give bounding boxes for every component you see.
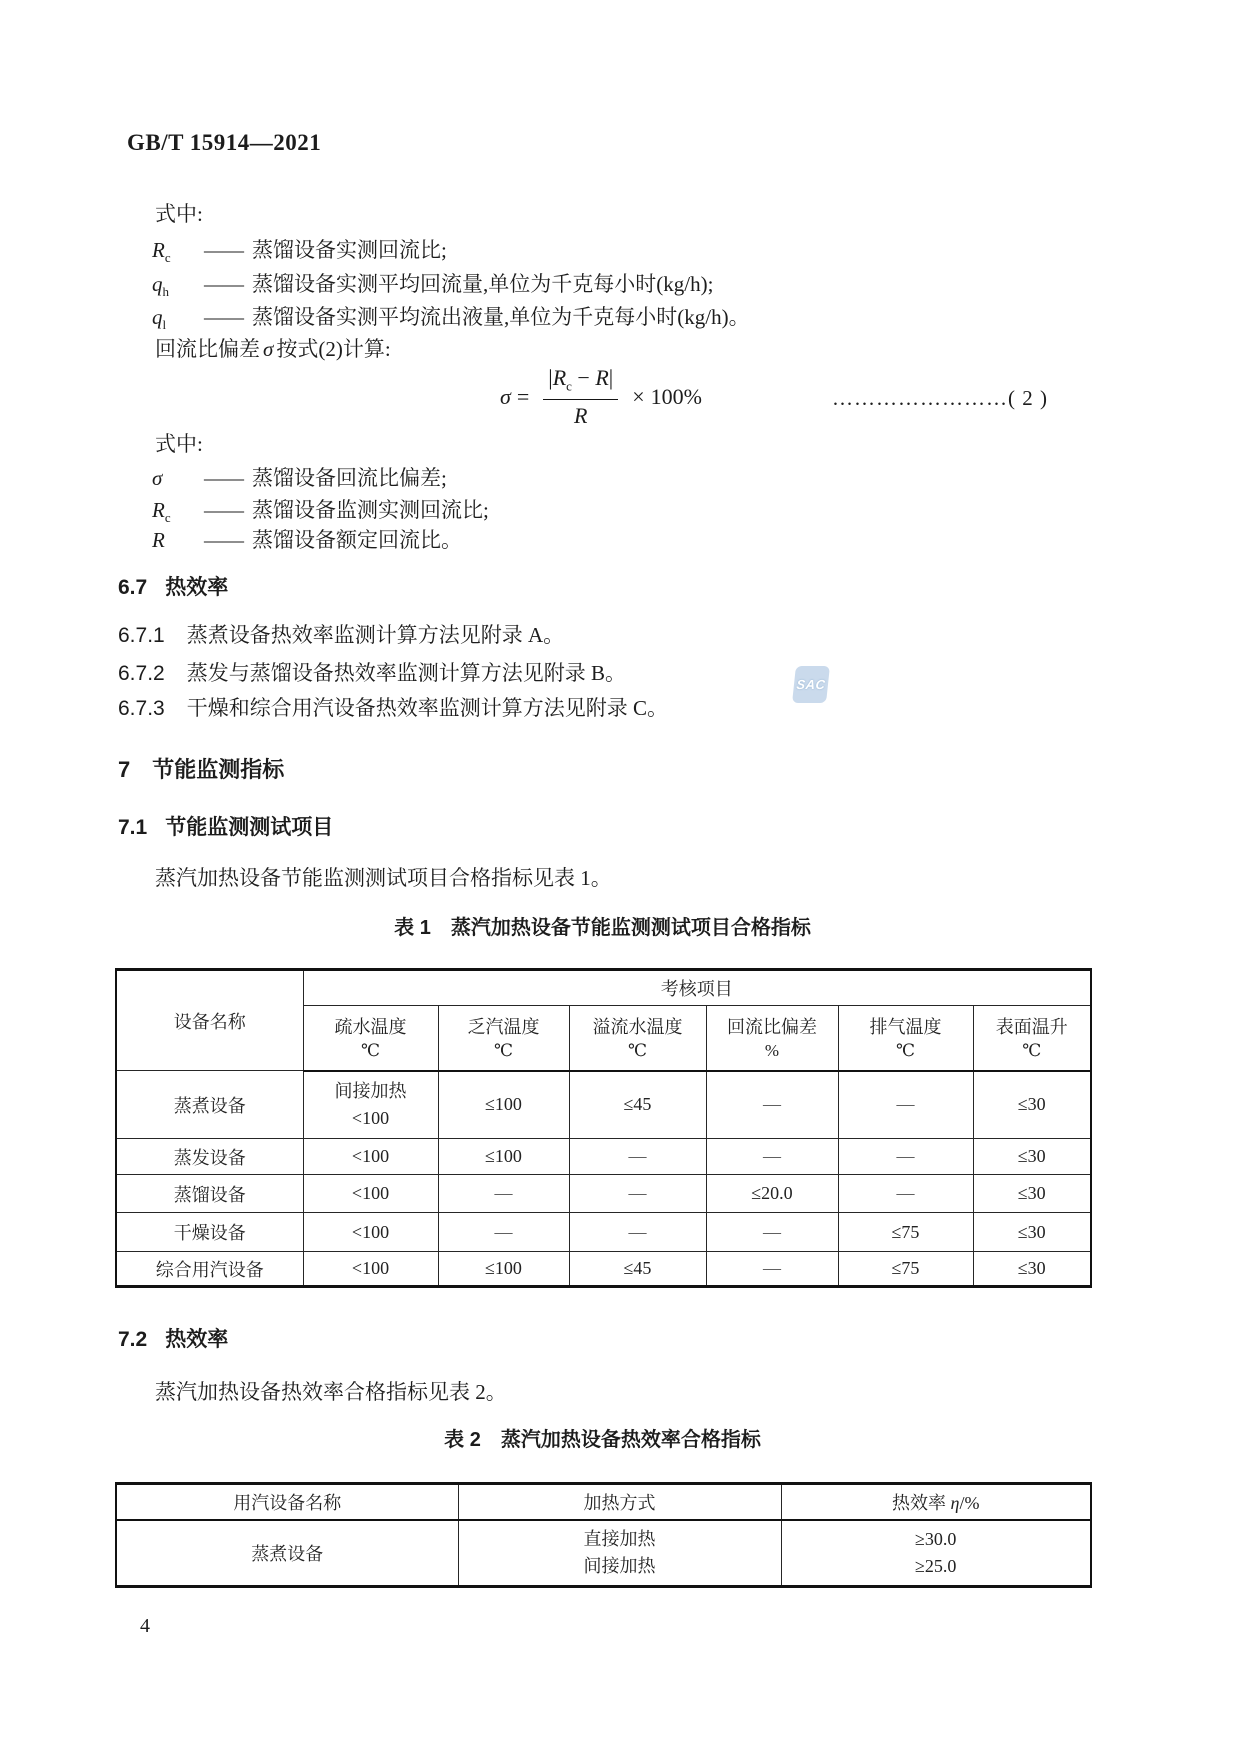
fraction — [543, 365, 618, 428]
table-cell: <100 — [303, 1252, 438, 1287]
dash: —— — [204, 272, 242, 296]
table-cell: ≤30 — [973, 1139, 1091, 1175]
denominator: R — [543, 399, 618, 429]
table-cell: — — [438, 1175, 569, 1213]
definition-text: 蒸馏设备回流比偏差; — [252, 466, 447, 490]
dash: —— — [204, 238, 242, 262]
definition-text: 蒸馏设备实测回流比; — [252, 238, 447, 262]
dash: —— — [204, 528, 242, 552]
table1 — [115, 968, 1092, 1288]
where-label-2: 式中: — [155, 432, 203, 456]
definition-text: 蒸馏设备实测平均流出液量,单位为千克每小时(kg/h)。 — [252, 305, 750, 329]
dash: —— — [204, 305, 242, 329]
paragraph-7-2: 蒸汽加热设备热效率合格指标见表 2。 — [155, 1380, 507, 1404]
table-cell: — — [569, 1213, 706, 1252]
table-cell: — — [569, 1175, 706, 1213]
where-label-1: 式中: — [155, 202, 203, 226]
section-heading-7-1: 7.1 节能监测测试项目 — [118, 816, 334, 839]
dot-leaders: …………………… — [832, 386, 1008, 410]
column-header: 回流比偏差 % — [706, 1006, 838, 1071]
table-row — [116, 1252, 1091, 1287]
definition-text: 蒸馏设备额定回流比。 — [252, 528, 462, 552]
table-cell: ≤100 — [438, 1252, 569, 1287]
table-cell: — — [706, 1213, 838, 1252]
symbol: $q_l$ — [152, 305, 167, 333]
symbol: $R_c$ — [152, 238, 171, 266]
table-cell: ≤100 — [438, 1139, 569, 1175]
table-cell: — — [706, 1139, 838, 1175]
table-cell: ≤20.0 — [706, 1175, 838, 1213]
table-cell: ≤30 — [973, 1175, 1091, 1213]
symbol: $R_c$ — [152, 498, 171, 526]
sigma-symbol: σ — [263, 337, 274, 361]
column-header: 疏水温度 ℃ — [303, 1006, 438, 1071]
equation-lead-in: 回流比偏差 σ 按式(2)计算: — [155, 337, 391, 361]
table-cell: 间接加热 <100 — [303, 1071, 438, 1139]
equals-sign: = — [516, 384, 530, 409]
column-header: 表面温升 ℃ — [973, 1006, 1091, 1071]
device-name-cell: 蒸馏设备 — [116, 1175, 303, 1213]
definition-line — [152, 525, 462, 563]
equation-number — [832, 383, 1048, 413]
dash: —— — [204, 498, 242, 522]
table-cell: — — [838, 1071, 973, 1139]
table-cell: — — [838, 1139, 973, 1175]
eta-symbol: η — [950, 1492, 960, 1513]
column-header: 用汽设备名称 — [116, 1484, 458, 1520]
table-cell: ≥30.0 ≥25.0 — [781, 1520, 1091, 1587]
table-cell: ≤45 — [569, 1071, 706, 1139]
table-cell: ≤75 — [838, 1252, 973, 1287]
table-row — [116, 1484, 1091, 1520]
table-row — [116, 1071, 1091, 1139]
definition-text: 蒸馏设备监测实测回流比; — [252, 498, 489, 522]
table-row — [116, 1520, 1091, 1587]
column-header: 溢流水温度 ℃ — [569, 1006, 706, 1071]
column-header: 加热方式 — [458, 1484, 781, 1520]
section-heading-7: 7 节能监测指标 — [118, 757, 285, 782]
clause-6-7-3: 6.7.3 干燥和综合用汽设备热效率监测计算方法见附录 C。 — [118, 696, 668, 720]
table-row — [116, 1175, 1091, 1213]
table-cell: ≤45 — [569, 1252, 706, 1287]
equation-factor: 100% — [650, 384, 702, 409]
table-cell: ≤100 — [438, 1071, 569, 1139]
paragraph-7-1: 蒸汽加热设备节能监测测试项目合格指标见表 1。 — [155, 866, 612, 890]
definition-text: 蒸馏设备实测平均回流量,单位为千克每小时(kg/h); — [252, 272, 714, 296]
device-name-cell: 蒸煮设备 — [116, 1071, 303, 1139]
group-header: 考核项目 — [303, 970, 1091, 1006]
sac-watermark-logo: SAC — [792, 666, 830, 703]
column-header: 排气温度 ℃ — [838, 1006, 973, 1071]
table-row — [116, 970, 1091, 1006]
table-row — [116, 1139, 1091, 1175]
symbol: R — [152, 528, 165, 552]
table-cell: ≤75 — [838, 1213, 973, 1252]
table-cell: — — [706, 1252, 838, 1287]
table-cell: ≤30 — [973, 1071, 1091, 1139]
device-name-cell: 蒸煮设备 — [116, 1520, 458, 1587]
definition-line — [152, 235, 447, 273]
table1-caption: 表 1 蒸汽加热设备节能监测测试项目合格指标 — [394, 917, 811, 939]
table-row — [116, 1213, 1091, 1252]
clause-6-7-2: 6.7.2 蒸发与蒸馏设备热效率监测计算方法见附录 B。 — [118, 661, 626, 685]
standard-code: GB/T 15914—2021 — [127, 130, 322, 155]
symbol: σ — [152, 466, 163, 490]
dash: —— — [204, 466, 242, 490]
device-name-cell: 蒸发设备 — [116, 1139, 303, 1175]
section-heading-6-7: 6.7 热效率 — [118, 576, 229, 599]
table-cell: <100 — [303, 1213, 438, 1252]
table-cell: ≤30 — [973, 1213, 1091, 1252]
equation-lhs: σ — [500, 384, 511, 409]
table-cell: <100 — [303, 1139, 438, 1175]
equation-2 — [500, 355, 702, 439]
numerator: $|R_c - R|$ — [548, 365, 614, 394]
times-sign: × — [632, 384, 645, 409]
device-name-header: 设备名称 — [116, 970, 303, 1071]
table2-caption: 表 2 蒸汽加热设备热效率合格指标 — [444, 1429, 761, 1451]
table-cell: — — [438, 1213, 569, 1252]
device-name-cell: 综合用汽设备 — [116, 1252, 303, 1287]
column-header: 乏汽温度 ℃ — [438, 1006, 569, 1071]
clause-6-7-1: 6.7.1 蒸煮设备热效率监测计算方法见附录 A。 — [118, 623, 565, 647]
page-number: 4 — [140, 1615, 150, 1637]
table-cell: — — [569, 1139, 706, 1175]
section-heading-7-2: 7.2 热效率 — [118, 1328, 229, 1351]
symbol: $q_h$ — [152, 272, 169, 300]
table-cell: — — [706, 1071, 838, 1139]
table-cell: <100 — [303, 1175, 438, 1213]
table-cell: — — [838, 1175, 973, 1213]
device-name-cell: 干燥设备 — [116, 1213, 303, 1252]
column-header: 热效率 η/% — [781, 1484, 1091, 1520]
table2 — [115, 1482, 1092, 1588]
table-cell: 直接加热 间接加热 — [458, 1520, 781, 1587]
equation-label: ( 2 ) — [1008, 386, 1048, 410]
table-cell: ≤30 — [973, 1252, 1091, 1287]
